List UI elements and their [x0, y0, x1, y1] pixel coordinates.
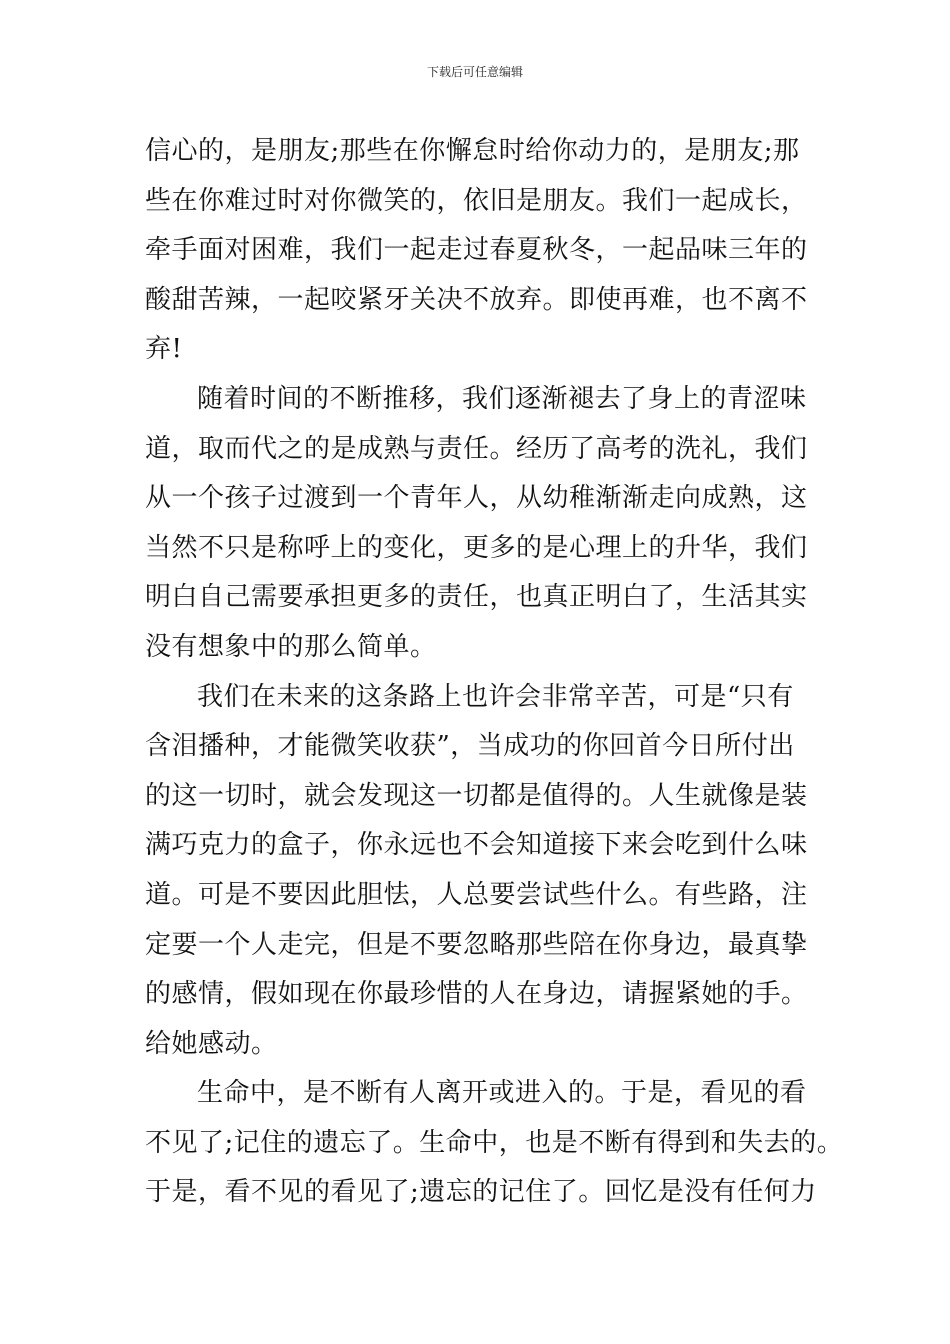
text-line: 于是，看不见的看见了;遗忘的记住了。回忆是没有任何力	[145, 1177, 817, 1208]
text-line: 弃!	[145, 334, 183, 365]
text-line: 明白自己需要承担更多的责任，也真正明白了，生活其实	[145, 582, 808, 613]
text-line: 生命中，是不断有人离开或进入的。于是，看见的看	[197, 1078, 807, 1109]
text-line: 我们在未来的这条路上也许会非常辛苦，可是“只有	[197, 681, 794, 712]
text-line: 满巧克力的盒子，你永远也不会知道接下来会吃到什么味	[145, 830, 808, 861]
body-text	[145, 127, 844, 1218]
text-line: 不见了;记住的遗忘了。生命中，也是不断有得到和失去的。	[145, 1127, 844, 1158]
text-line: 些在你难过时对你微笑的，依旧是朋友。我们一起成长，	[145, 185, 808, 216]
text-line: 道。可是不要因此胆怯，人总要尝试些什么。有些路，注	[145, 879, 808, 910]
text-line: 从一个孩子过渡到一个青年人，从幼稚渐渐走向成熟，这	[145, 483, 808, 514]
text-line: 道，取而代之的是成熟与责任。经历了高考的洗礼，我们	[145, 433, 808, 464]
text-line: 牵手面对困难，我们一起走过春夏秋冬，一起品味三年的	[145, 235, 808, 266]
page-header: 下载后可任意编辑	[426, 65, 523, 79]
text-line: 没有想象中的那么简单。	[145, 631, 437, 662]
text-line: 的感情，假如现在你最珍惜的人在身边，请握紧她的手。	[145, 979, 808, 1010]
text-line: 定要一个人走完，但是不要忽略那些陪在你身边，最真挚	[145, 929, 808, 960]
text-line: 的这一切时，就会发现这一切都是值得的。人生就像是装	[145, 780, 808, 811]
text-line: 随着时间的不断推移，我们逐渐褪去了身上的青涩味	[197, 383, 807, 414]
text-line: 含泪播种，才能微笑收获”，当成功的你回首今日所付出	[145, 731, 795, 762]
text-line: 当然不只是称呼上的变化，更多的是心理上的升华，我们	[145, 532, 808, 563]
text-line: 酸甜苦辣，一起咬紧牙关决不放弃。即使再难，也不离不	[145, 284, 808, 315]
text-line: 信心的，是朋友;那些在你懈怠时给你动力的，是朋友;那	[145, 136, 800, 166]
text-line: 给她感动。	[145, 1028, 278, 1059]
